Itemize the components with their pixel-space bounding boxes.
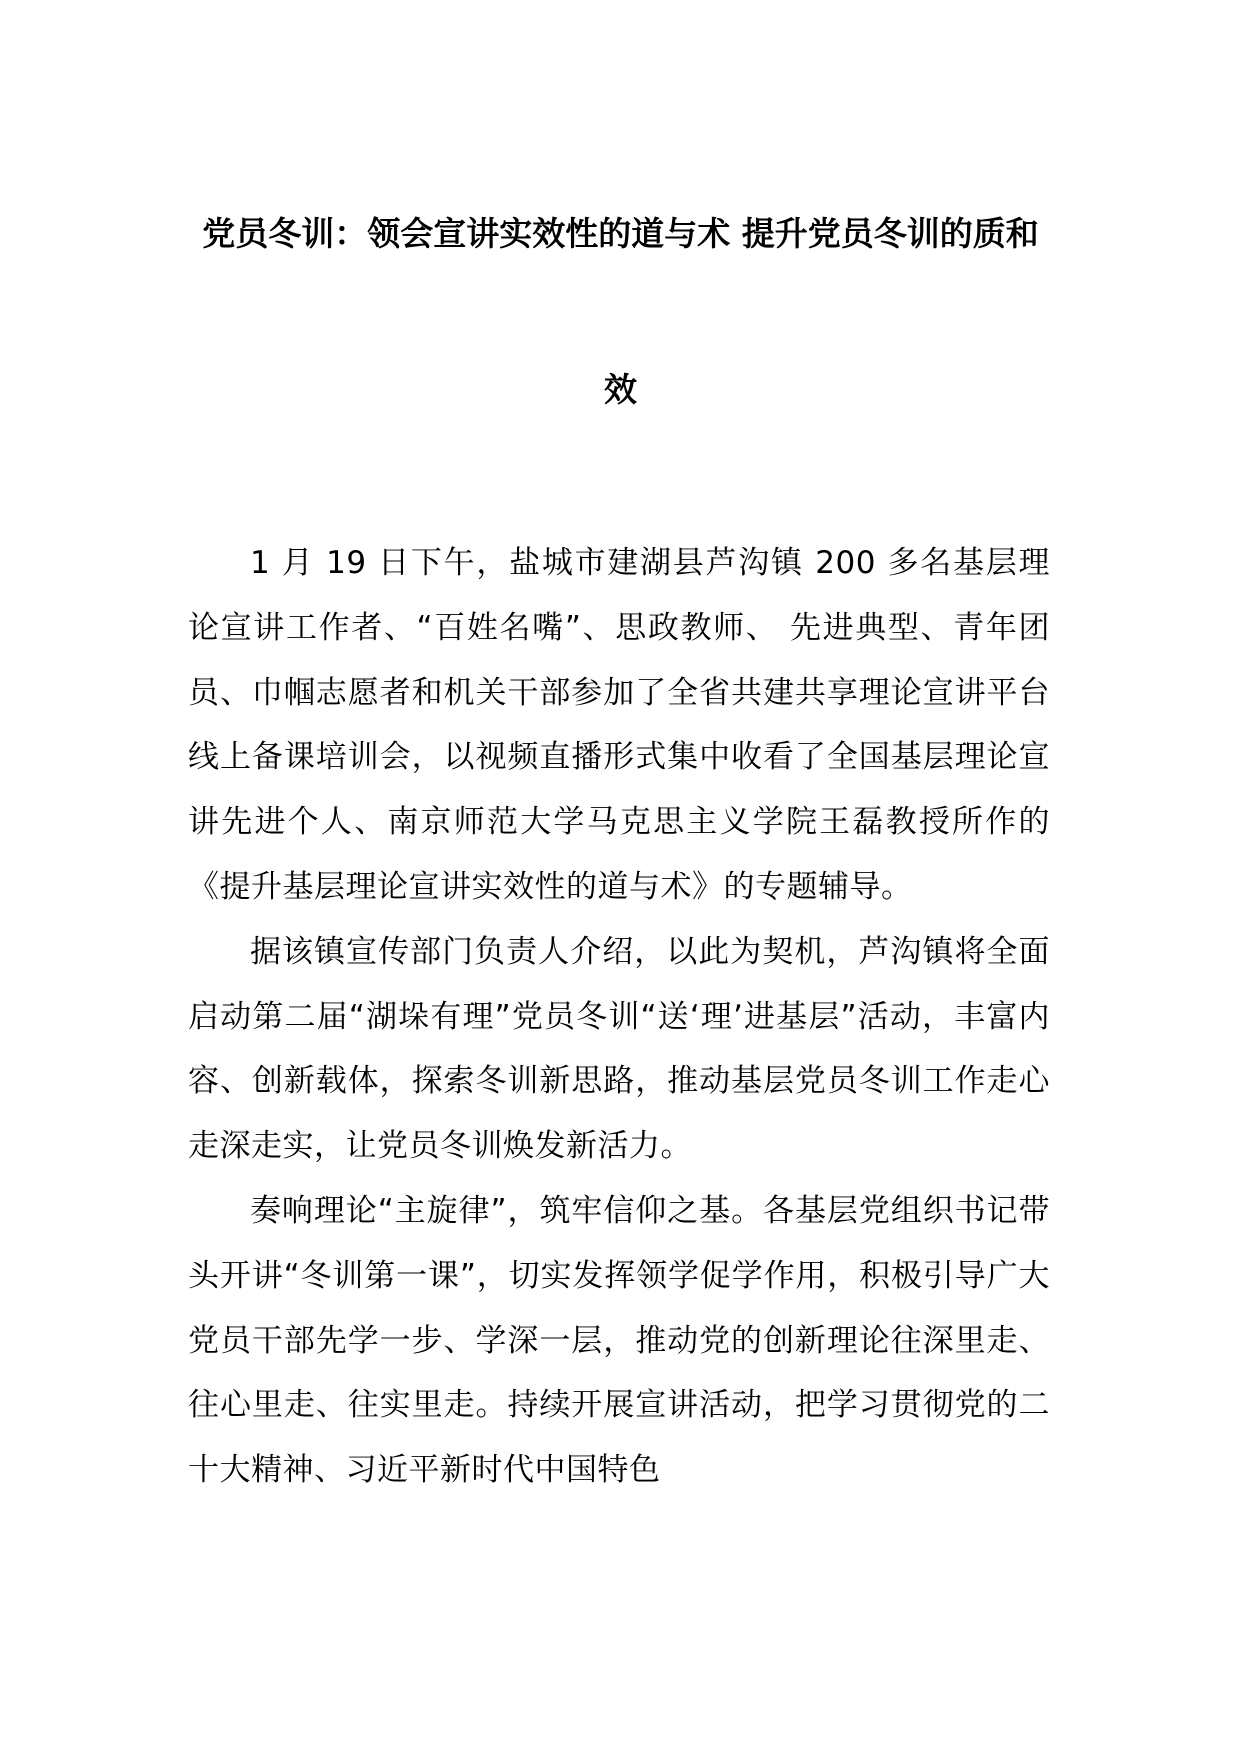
paragraph-2: 据该镇宣传部门负责人介绍，以此为契机，芦沟镇将全面启动第二届“湖垛有理”党员冬训“送‘理’进基层”活动，丰富内容、创新载体，探索冬训新思路，推动基层党员冬训工作走心走深走实，让党员冬训焕发新活力。 [188,933,1050,1165]
paragraph-1: 1 月 19 日下午，盐城市建湖县芦沟镇 200 多名基层理论宣讲工作者、“百姓名嘴”、思政教师、 先进典型、青年团员、巾帼志愿者和机关干部参加了全省共建共享理论宣讲平台线上备课培训会，以视频直播形式集中收看了全国基层理论宣讲先进个人、南京师范大学马克思主义学院王磊教授所作的《提升基层理论宣讲实效性的道与术》的专题辅导。 [188,545,1050,905]
paragraph-3: 奏响理论“主旋律”，筑牢信仰之基。各基层党组织书记带头开讲“冬训第一课”，切实发挥领学促学作用，积极引导广大党员干部先学一步、学深一层，推动党的创新理论往深里走、往心里走、往实里走。持续开展宣讲活动，把学习贯彻党的二十大精神、习近平新时代中国特色 [188,1192,1050,1489]
document-title-line-1: 党员冬训：领会宣讲实效性的道与术 提升党员冬训的质和 [202,214,1039,253]
document-body [188,531,1050,1503]
document-title-line-2: 效 [604,370,637,409]
